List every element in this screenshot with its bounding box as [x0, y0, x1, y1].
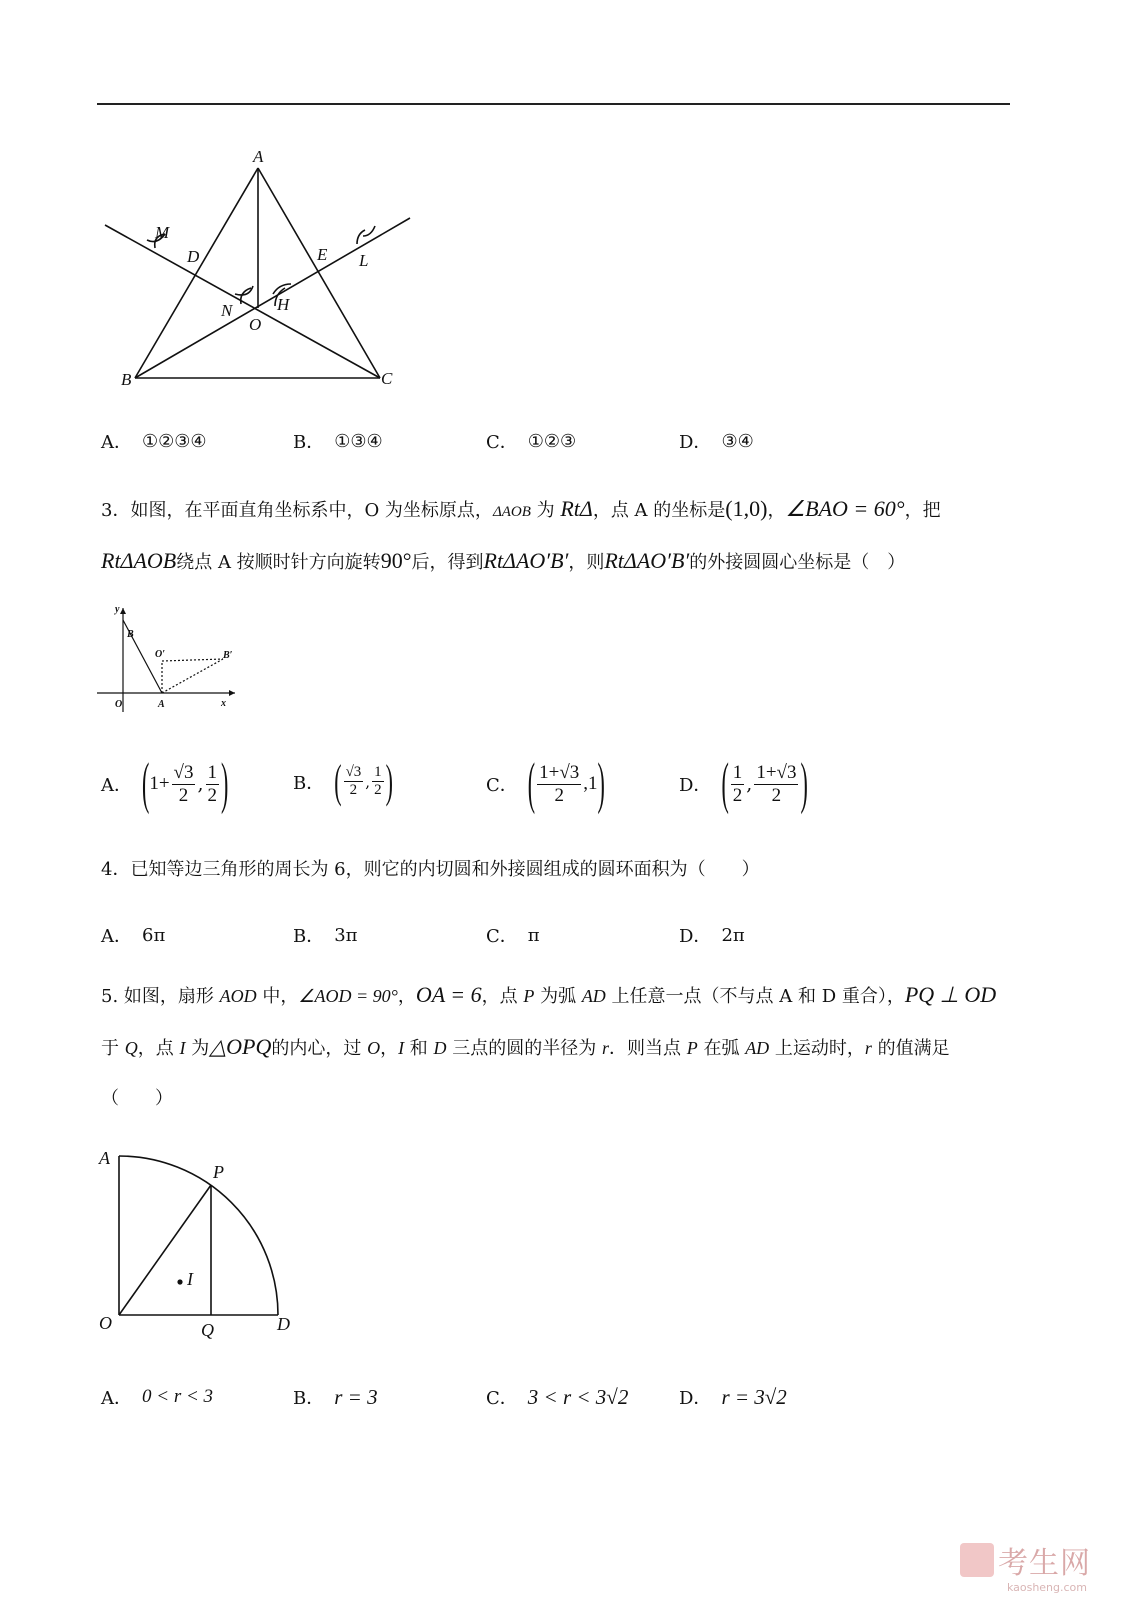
q5-line-1 — [101, 983, 996, 1009]
q5-text: ，点 — [137, 1038, 180, 1059]
comma: , — [365, 772, 371, 791]
q3-text: ， — [767, 500, 786, 521]
numerator: 1 — [372, 764, 384, 782]
q5-text: 中， — [256, 986, 299, 1007]
q5-text: 的内心，过 — [271, 1038, 368, 1059]
q5-math: P — [523, 986, 535, 1006]
watermark-icon — [960, 1543, 994, 1577]
q2-option-c[interactable] — [486, 428, 576, 454]
q5-text: 为 — [185, 1038, 210, 1059]
q5-text: 和 — [404, 1038, 434, 1059]
option-label: C． — [486, 926, 518, 947]
q5-options — [0, 1384, 1131, 1444]
label-E: E — [317, 245, 328, 264]
q4-option-b[interactable] — [293, 922, 358, 948]
q5-text: 5. 如图，扇形 — [101, 986, 220, 1007]
q5-math: D — [433, 1038, 447, 1058]
q5-math: O — [367, 1038, 381, 1058]
option-label: D． — [679, 432, 712, 453]
q3-math: ΔAOB — [492, 504, 531, 520]
q5-text: 上任意一点（不与点 A 和 D 重合）， — [605, 986, 905, 1007]
q3-math: ∠BAO = 60° — [785, 496, 905, 521]
label-A: A — [99, 1148, 110, 1168]
option-text: 6π — [142, 924, 166, 946]
q3-math: RtΔAO′B′ — [483, 548, 569, 573]
label-O: O — [99, 1313, 112, 1333]
label-P: P — [213, 1162, 224, 1182]
option-label: B． — [293, 772, 325, 794]
q4-option-a[interactable] — [101, 922, 165, 948]
denominator: 2 — [374, 782, 382, 799]
q3-option-a[interactable]: A． ( 1+ $\frac{√3}{2}$ , $\frac{1}{2}$ ) — [101, 750, 229, 816]
q3-text: ，点 A 的坐标是 — [592, 500, 726, 521]
option-text: ①③④ — [334, 430, 383, 452]
label-M: M — [155, 223, 170, 242]
q2-option-b[interactable] — [293, 428, 383, 454]
numerator: 1+ — [756, 762, 777, 783]
q3-line-1 — [101, 497, 941, 524]
q4-option-d[interactable] — [679, 922, 745, 948]
q5-math: OA = 6 — [415, 982, 482, 1007]
option-label: A． — [101, 432, 132, 453]
label-B: B — [121, 370, 132, 389]
q5-text: 的值满足 — [871, 1038, 950, 1059]
label-O: O — [249, 315, 262, 334]
option-label: A． — [101, 1388, 132, 1409]
sqrt3: √3 — [345, 764, 362, 780]
q5-option-a[interactable] — [101, 1384, 213, 1410]
q5-math: I — [398, 1038, 405, 1058]
q4-option-c[interactable] — [486, 922, 540, 948]
incenter-point — [177, 1279, 182, 1284]
option-text: π — [527, 924, 540, 946]
denominator: 2 — [349, 782, 358, 799]
q5-math: △OPQ — [209, 1034, 272, 1059]
watermark-text: 考生网 — [998, 1546, 1091, 1581]
option-expr: 1+ — [149, 773, 170, 795]
option-text: 0 < r < 3 — [142, 1386, 214, 1407]
q5-text: 于 — [101, 1038, 125, 1059]
option-label: A． — [101, 775, 132, 797]
q5-math: Q — [124, 1038, 138, 1058]
option-text: ③④ — [721, 430, 754, 452]
denominator: 2 — [178, 784, 189, 806]
sqrt3: √3 — [173, 762, 194, 783]
option-label: B． — [293, 432, 325, 453]
figure-q3-axes — [95, 600, 245, 715]
q5-text: 在弧 — [697, 1038, 746, 1059]
q3-text: ，把 — [904, 500, 941, 521]
figure-q5-sector — [95, 1140, 305, 1340]
denominator: 2 — [554, 784, 564, 806]
option-label: B． — [293, 1388, 325, 1409]
option-tail: ,1 — [583, 773, 598, 795]
q5-math: AD — [581, 986, 606, 1006]
option-text: 2π — [721, 924, 745, 946]
watermark-logo — [960, 1538, 1091, 1582]
q3-math: RtΔ — [560, 496, 593, 521]
q4-options — [0, 922, 1131, 982]
numerator: 1+ — [539, 762, 560, 783]
q5-math: I — [179, 1038, 186, 1058]
q5-math: AD — [745, 1038, 770, 1058]
numerator: 1 — [732, 762, 743, 783]
q5-option-c[interactable] — [486, 1384, 628, 1410]
option-label: C． — [486, 432, 518, 453]
label-O: O — [115, 699, 123, 710]
q3-line-2 — [101, 549, 905, 575]
sqrt3: √3 — [559, 762, 580, 783]
q5-text: ．则当点 — [609, 1038, 687, 1059]
label-A: A — [253, 147, 264, 166]
q5-option-d[interactable] — [679, 1384, 787, 1410]
q3-options — [0, 752, 1131, 818]
label-L: L — [359, 251, 369, 270]
q5-math: r — [864, 1038, 872, 1058]
comma: , — [746, 773, 753, 796]
option-text: 3 < r < 3√2 — [527, 1384, 629, 1409]
option-text: ①②③ — [527, 430, 577, 452]
q3-math: 90° — [380, 548, 412, 573]
q5-math: ∠AOD = 90° — [298, 986, 398, 1006]
q5-text: 为弧 — [534, 986, 582, 1007]
q5-math: PQ ⊥ OD — [904, 982, 997, 1007]
numerator: 1 — [207, 762, 218, 783]
q3-option-c[interactable]: C． ( $\frac{1+√3}{2}$ ,1 ) — [486, 750, 605, 816]
label-C: C — [381, 369, 393, 388]
q3-text: 的外接圆圆心坐标是（ ） — [689, 552, 906, 573]
option-label: B． — [293, 926, 325, 947]
label-O-prime: O′ — [155, 649, 166, 660]
axis-x-label: x — [221, 698, 226, 709]
sqrt3: √3 — [776, 762, 797, 783]
label-D: D — [277, 1314, 290, 1334]
q5-text: 三点的圆的半径为 — [446, 1038, 602, 1059]
q5-text: ， — [397, 986, 416, 1007]
q3-math: RtΔAOB — [101, 548, 177, 573]
q3-text: 绕点 A 按顺时针方向旋转 — [176, 552, 381, 573]
q3-option-d[interactable]: D． ( $\frac{1}{2}$ , $\frac{1+√3}{2}$ ) — [679, 750, 808, 816]
option-text: ①②③④ — [142, 430, 207, 452]
q5-option-b[interactable] — [293, 1384, 378, 1410]
axis-y-label: y — [115, 604, 120, 615]
denominator: 2 — [732, 784, 743, 806]
label-D: D — [187, 247, 200, 266]
option-label: D． — [679, 775, 712, 797]
option-label: D． — [679, 1388, 712, 1409]
label-B: B — [127, 629, 134, 640]
denominator: 2 — [207, 784, 218, 806]
comma: , — [197, 773, 204, 796]
q3-math: (1,0) — [725, 496, 768, 521]
q5-line-3: （ ） — [101, 1088, 173, 1109]
q5-line-2 — [101, 1035, 950, 1061]
label-Q: Q — [201, 1320, 214, 1340]
header-rule — [97, 103, 1010, 105]
q3-text: ，则 — [568, 552, 605, 573]
watermark-subtext: kaosheng.com — [1006, 1581, 1087, 1594]
option-label: C． — [486, 1388, 518, 1409]
q3-option-b[interactable]: B． ( $\frac{√3}{2}$ , $\frac{1}{2}$ ) — [293, 754, 393, 807]
label-B-prime: B′ — [223, 650, 233, 661]
option-text: r = 3√2 — [721, 1384, 787, 1409]
q5-text: ，点 — [481, 986, 524, 1007]
q3-text: 3．如图，在平面直角坐标系中，O 为坐标原点， — [101, 500, 493, 521]
option-label: A． — [101, 926, 132, 947]
option-text: 3π — [334, 924, 358, 946]
q2-options — [0, 428, 1131, 488]
label-A: A — [158, 699, 165, 710]
q5-math: P — [686, 1038, 698, 1058]
q5-math: r — [601, 1038, 609, 1058]
option-label: D． — [679, 926, 712, 947]
label-I: I — [187, 1269, 193, 1289]
figure-q2-triangle — [95, 140, 425, 400]
option-label: C． — [486, 775, 518, 797]
q5-text: 上运动时， — [769, 1038, 865, 1059]
q2-option-d[interactable] — [679, 428, 754, 454]
option-text: r = 3 — [334, 1384, 378, 1409]
q2-option-a[interactable] — [101, 428, 207, 454]
label-N: N — [221, 301, 233, 320]
denominator: 2 — [771, 784, 782, 806]
label-H: H — [277, 295, 290, 314]
q3-text: 后，得到 — [411, 552, 484, 573]
q3-text: 为 — [530, 500, 561, 521]
q3-math: RtΔAO′B′ — [604, 548, 690, 573]
q4-question: 4．已知等边三角形的周长为 6，则它的内切圆和外接圆组成的圆环面积为（ ） — [101, 859, 760, 880]
q5-text: ， — [380, 1038, 399, 1059]
q5-math: AOD — [219, 986, 257, 1006]
